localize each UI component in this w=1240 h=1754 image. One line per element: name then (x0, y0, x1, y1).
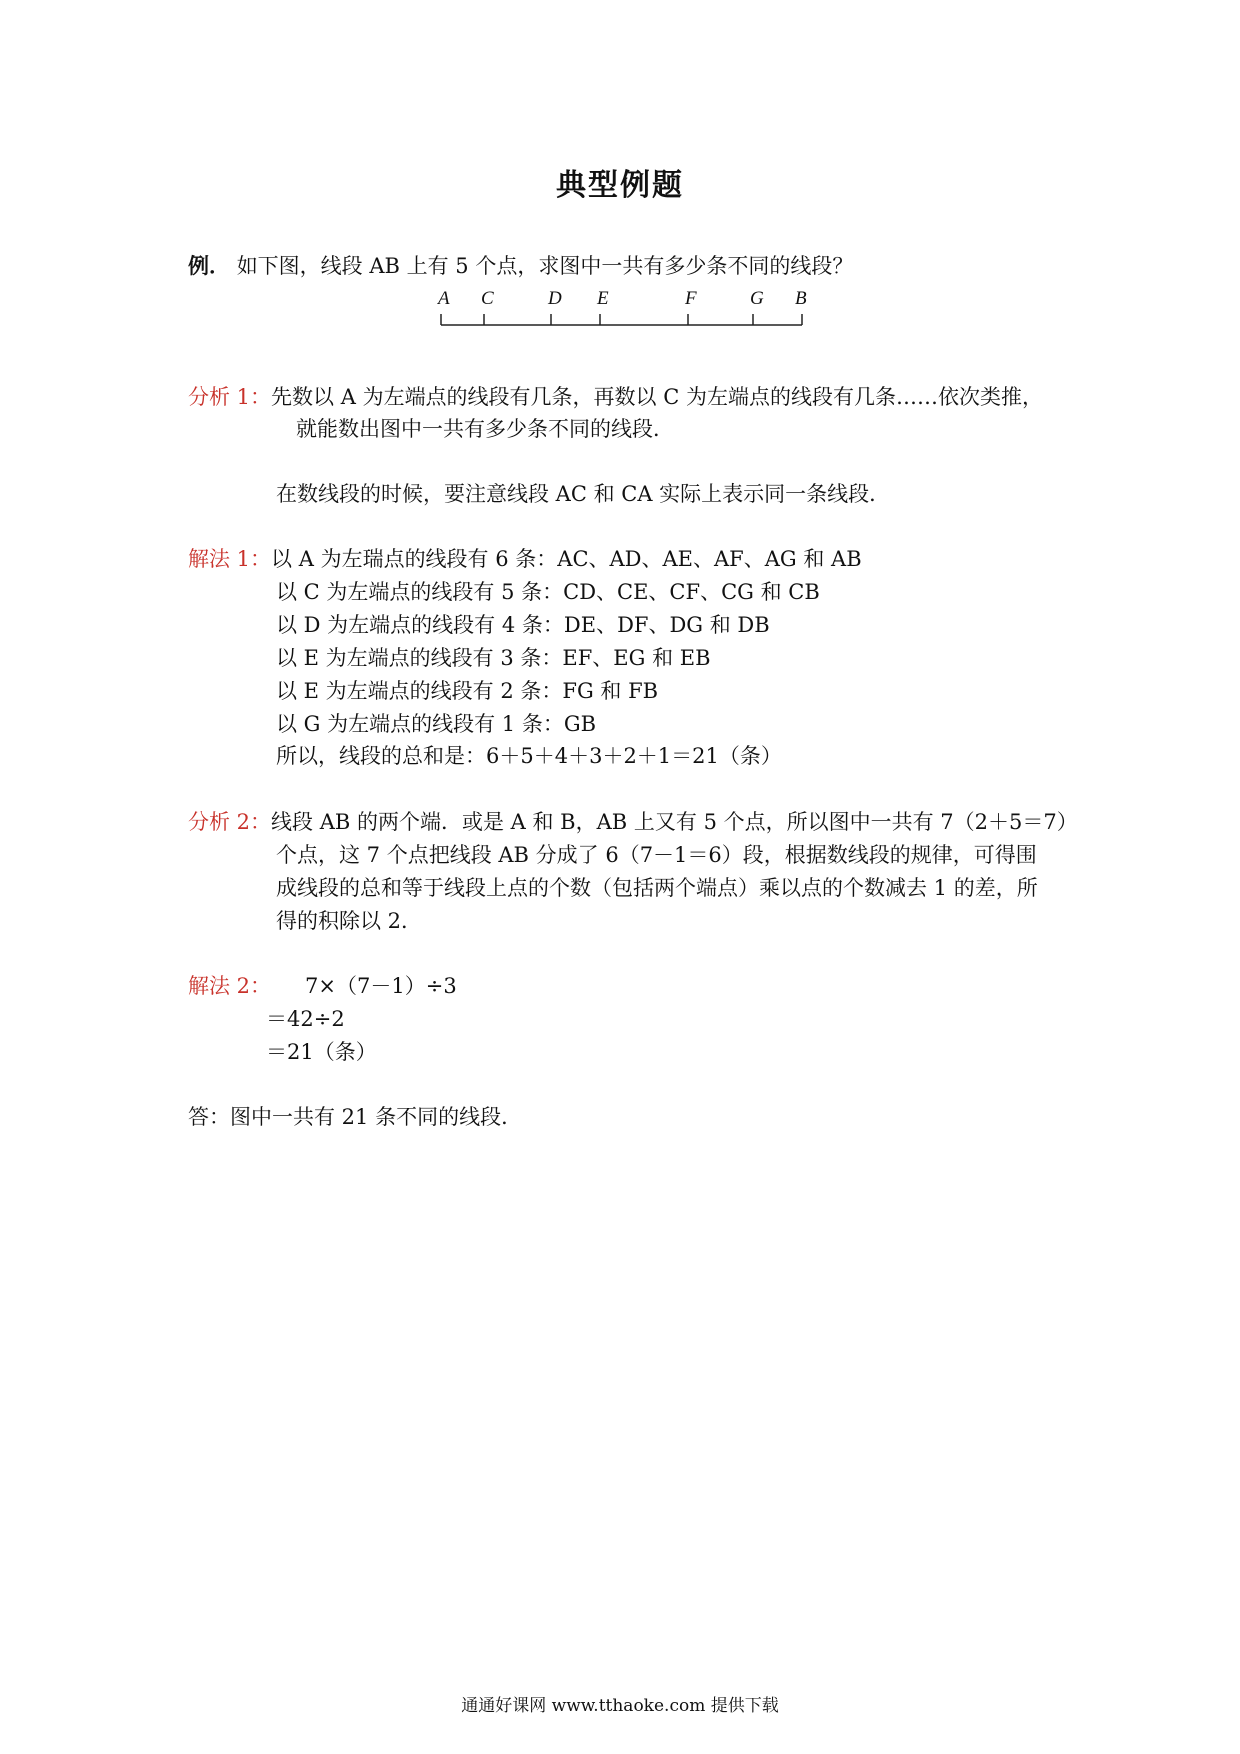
solution1-line5: 以 E 为左端点的线段有 2 条：FG 和 FB (276, 679, 659, 703)
analysis2-line3: 成线段的总和等于线段上点的个数（包括两个端点）乘以点的个数减去 1 的差，所 (276, 876, 1038, 900)
point-label-e: E (597, 288, 609, 309)
analysis2-line4: 得的积除以 2． (276, 909, 423, 933)
solution2-line3: ＝21（条） (266, 1040, 377, 1064)
point-label-g: G (750, 288, 764, 309)
point-label-a: A (438, 288, 450, 309)
analysis2-line2: 个点，这 7 个点把线段 AB 分成了 6（7－1＝6）段，根据数线段的规律，可得围 (276, 843, 1037, 867)
problem-statement (188, 250, 853, 282)
solution2-label: 解法 2： (188, 974, 272, 998)
analysis1-line1 (188, 381, 1043, 413)
solution1-line3: 以 D 为左端点的线段有 4 条：DE、DF、DG 和 DB (276, 613, 770, 637)
point-label-d: D (548, 288, 562, 309)
solution1-line4: 以 E 为左端点的线段有 3 条：EF、EG 和 EB (276, 646, 711, 670)
segment-line (0, 300, 1240, 360)
analysis2-label: 分析 2： (188, 810, 272, 834)
point-label-b: B (795, 288, 807, 309)
footer-text: 通通好课网 www.tthaoke.com 提供下载 (461, 1696, 779, 1716)
problem-text: 如下图，线段 AB 上有 5 个点，求图中一共有多少条不同的线段？ (236, 254, 854, 278)
analysis2-line1 (188, 806, 1078, 838)
solution1-text1: 以 A 为左瑞点的线段有 6 条：AC、AD、AE、AF、AG 和 AB (271, 547, 862, 571)
analysis1-text1: 先数以 A 为左端点的线段有几条，再数以 C 为左端点的线段有几条……依次类推， (271, 385, 1043, 409)
solution1-line1 (188, 543, 862, 575)
answer-text: 答：图中一共有 21 条不同的线段． (188, 1105, 523, 1129)
solution1-line2: 以 C 为左端点的线段有 5 条：CD、CE、CF、CG 和 CB (276, 580, 820, 604)
analysis1-label: 分析 1： (188, 385, 272, 409)
solution2-text1: 7×（7－1）÷3 (305, 974, 457, 998)
solution2-line1 (188, 970, 457, 1002)
solution1-line7: 所以，线段的总和是：6＋5＋4＋3＋2＋1＝21（条） (276, 744, 782, 768)
analysis1-note: 在数线段的时候，要注意线段 AC 和 CA 实际上表示同一条线段． (276, 482, 891, 506)
solution2-line2: ＝42÷2 (266, 1007, 345, 1031)
page-title: 典型例题 (556, 168, 684, 203)
solution1-line6: 以 G 为左端点的线段有 1 条：GB (276, 712, 597, 736)
point-label-f: F (685, 288, 697, 309)
solution1-label: 解法 1： (188, 547, 272, 571)
point-label-c: C (481, 288, 494, 309)
analysis1-line2: 就能数出图中一共有多少条不同的线段． (296, 417, 674, 441)
analysis2-text1: 线段 AB 的两个端．或是 A 和 B，AB 上又有 5 个点，所以图中一共有 7（2＋5＝7） (271, 810, 1078, 834)
problem-label: 例． (188, 253, 230, 278)
